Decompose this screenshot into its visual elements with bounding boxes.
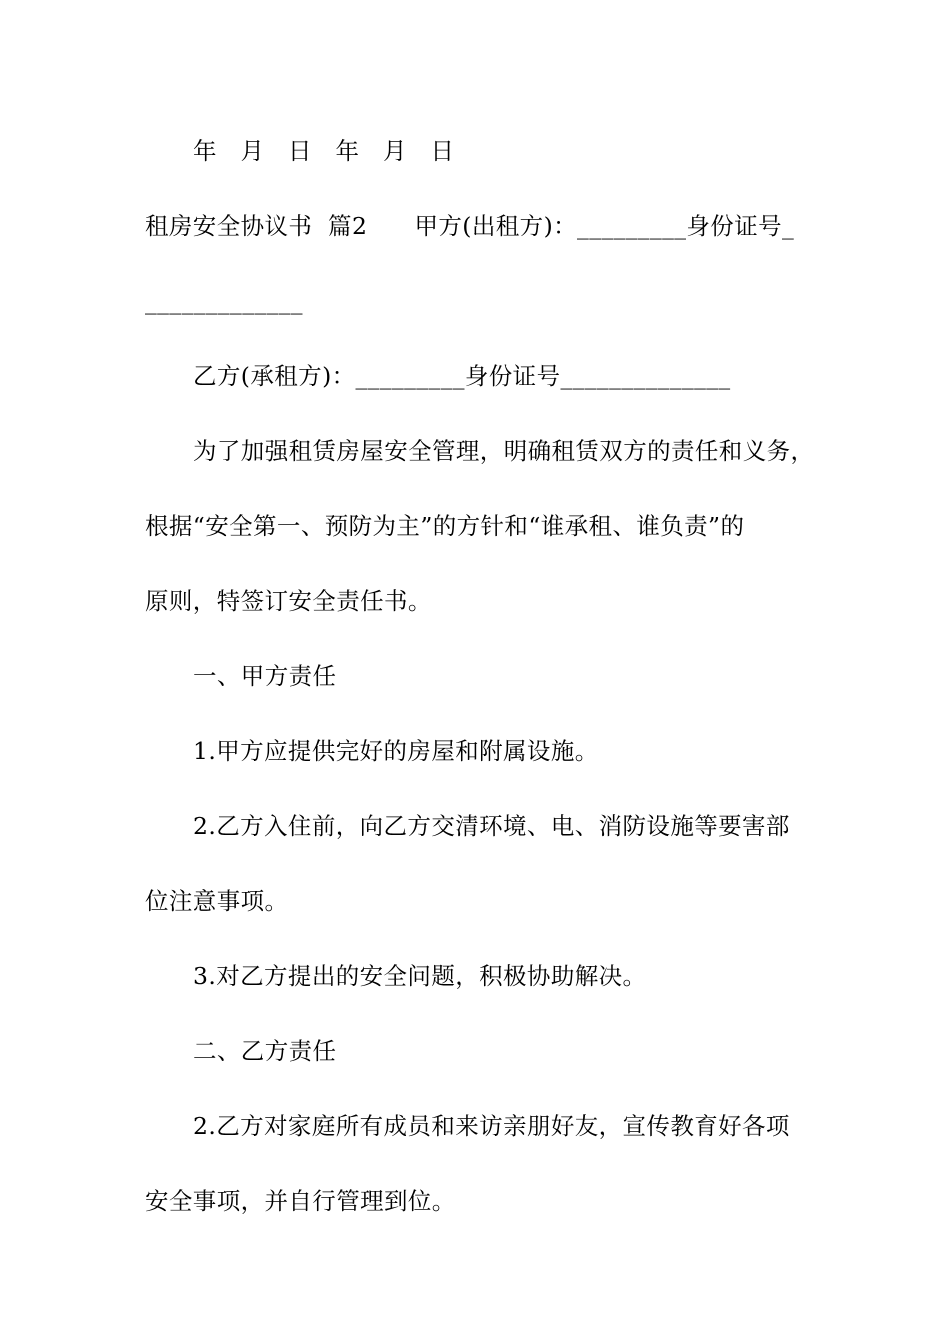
party-a-item-2-line-2: 位注意事项。	[145, 887, 289, 915]
intro-paragraph-line-1: 为了加强租赁房屋安全管理，明确租赁双方的责任和义务，	[193, 437, 815, 465]
party-a-item-2-line-1: 2.乙方入住前，向乙方交清环境、电、消防设施等要害部	[193, 812, 790, 840]
intro-paragraph-line-2: 根据“安全第一、预防为主”的方针和“谁承租、谁负责”的	[145, 512, 745, 540]
party-a-item-1: 1.甲方应提供完好的房屋和附属设施。	[193, 737, 599, 765]
party-b-item-2-line-1: 2.乙方对家庭所有成员和来访亲朋好友，宣传教育好各项	[193, 1112, 790, 1140]
party-a-item-3: 3.对乙方提出的安全问题，积极协助解决。	[193, 962, 647, 990]
section-heading-party-b: 二、乙方责任	[193, 1037, 337, 1065]
intro-paragraph-line-3: 原则，特签订安全责任书。	[145, 587, 432, 615]
id-number-continuation-line: _____________	[145, 287, 303, 315]
title-and-party-a-line: 租房安全协议书 篇2 甲方(出租方)：_________身份证号_	[145, 212, 795, 240]
date-line: 年 月 日 年 月 日	[193, 137, 455, 165]
section-heading-party-a: 一、甲方责任	[193, 662, 337, 690]
party-b-line: 乙方(承租方)：_________身份证号______________	[193, 362, 731, 390]
party-b-item-2-line-2: 安全事项，并自行管理到位。	[145, 1187, 456, 1215]
